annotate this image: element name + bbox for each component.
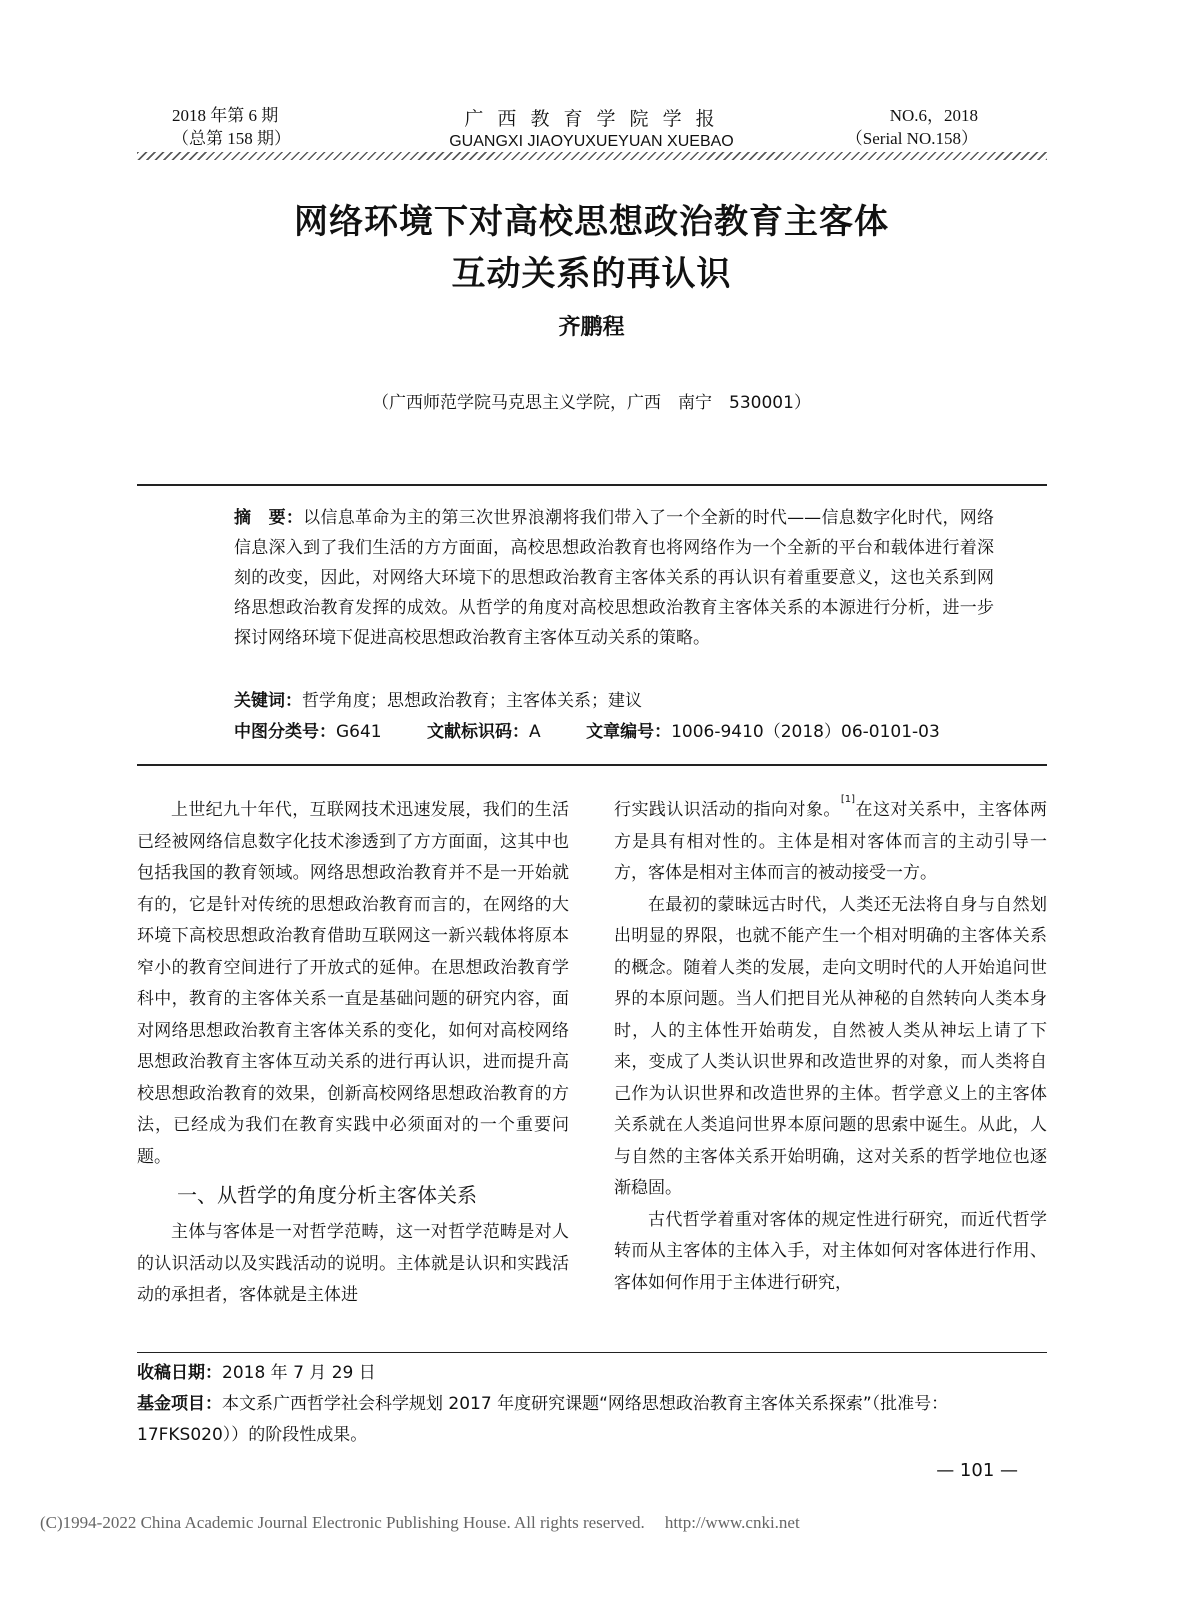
clc-label: 中图分类号： [234, 722, 336, 742]
issue-no: NO.6，2018 [889, 106, 978, 125]
body-paragraph: 上世纪九十年代，互联网技术迅速发展，我们的生活已经被网络信息数字化技术渗透到了方方面面，这其中也包括我国的教育领域。网络思想政治教育并不是一开始就有的，它是针对传统的思想政治教育而言的，在网络的大环境下高校思想政治教育借助互联网这一新兴载体将原本窄小的教育空间进行了开放式的延伸。在思想政治教育学科中，教育的主客体关系一直是基础问题的研究内容，面对网络思想政治教育主客体关系的变化，如何对高校网络思想政治教育主客体互动关系的进行再认识，进而提升高校思想政治教育的效果，创新高校网络思想政治教育的方法，已经成为我们在教育实践中必须面对的一个重要问题。 [137, 800, 569, 1167]
abstract-top-rule [137, 484, 1047, 486]
received-value: 2018 年 7 月 29 日 [222, 1363, 376, 1383]
clc-code: G641 [336, 722, 382, 742]
classification-line [234, 717, 940, 742]
title-line-2: 互动关系的再认识 [451, 254, 732, 294]
abstract [194, 503, 994, 653]
article-no-label: 文章编号： [586, 722, 672, 742]
total-issue-number: （总第 158 期） [172, 129, 291, 148]
received-date [137, 1358, 1047, 1389]
doc-code: A [529, 722, 541, 742]
body-left-column [137, 795, 569, 1312]
body-text: 行实践认识活动的指向对象。 [614, 800, 841, 820]
article-title [0, 196, 1183, 300]
issue-number: 2018 年第 6 期 [172, 106, 279, 125]
body-text: 在这对关系中，主客体两方是具有相对性的。主体是相对客体而言的主动引导一方，客体是相对主体而言的被动接受一方。 [614, 800, 1048, 883]
journal-issue-info [172, 104, 291, 150]
body-paragraph: 在最初的蒙昧远古时代，人类还无法将自身与自然划出明显的界限，也就不能产生一个相对明确的主客体关系的概念。随着人类的发展，走向文明时代的人开始追问世界的本原问题。当人们把目光从神秘的自然转向人类本身时，人的主体性开始萌发，自然被人类从神坛上请了下来，变成了人类认识世界和改造世界的对象，而人类将自己作为认识世界和改造世界的主体。哲学意义上的主客体关系就在人类追问世界本原问题的思索中诞生。从此，人与自然的主客体关系开始明确，这对关系的哲学地位也逐渐稳固。 [614, 894, 1047, 1198]
received-label: 收稿日期： [137, 1363, 222, 1383]
copyright-url[interactable]: http://www.cnki.net [664, 1513, 800, 1532]
header-divider [137, 152, 1047, 160]
body-paragraph: 主体与客体是一对哲学范畴，这一对哲学范畴是对人的认识活动以及实践活动的说明。主体就是认识和实践活动的承担者，客体就是主体进 [137, 1222, 569, 1305]
fund-value: 本文系广西哲学社会科学规划 2017 年度研究课题“网络思想政治教育主客体关系探索”（批准号：17FKS020））的阶段性成果。 [137, 1394, 949, 1445]
abstract-label: 摘 要： [234, 508, 304, 528]
citation-ref[interactable]: [1] [840, 794, 856, 805]
body-paragraph-continued [614, 795, 1047, 890]
copyright-notice [40, 1513, 820, 1533]
page-number: — 101 — [936, 1460, 1018, 1481]
serial-no: （Serial NO.158） [845, 129, 978, 148]
article-no: 1006-9410（2018）06-0101-03 [671, 722, 940, 742]
section-heading: 一、从哲学的角度分析主客体关系 [177, 1183, 477, 1207]
author-affiliation: （广西师范学院马克思主义学院，广西 南宁 530001） [372, 393, 811, 413]
keywords [234, 686, 642, 711]
abstract-bottom-rule [137, 764, 1047, 766]
fund-info [137, 1389, 1047, 1451]
journal-name-en: GUANGXI JIAOYUXUEYUAN XUEBAO [449, 133, 734, 150]
doc-code-label: 文献标识码： [427, 722, 530, 742]
journal-serial-info [846, 104, 978, 150]
copyright-text: (C)1994-2022 China Academic Journal Electronic Publishing House. All rights reserved. [40, 1513, 645, 1532]
journal-name [400, 104, 783, 151]
body-paragraph: 古代哲学着重对客体的规定性进行研究，而近代哲学转而从主客体的主体入手，对主体如何对客体进行作用、客体如何作用于主体进行研究， [614, 1209, 1047, 1293]
journal-name-cn: 广 西 教 育 学 院 学 报 [464, 108, 719, 130]
body-right-column [614, 795, 1047, 1299]
abstract-text: 以信息革命为主的第三次世界浪潮将我们带入了一个全新的时代——信息数字化时代，网络信息深入到了我们生活的方方面面，高校思想政治教育也将网络作为一个全新的平台和载体进行着深刻的改变，因此，对网络大环境下的思想政治教育主客体关系的再认识有着重要意义，这也关系到网络思想政治教育发挥的成效。从哲学的角度对高校思想政治教育主客体关系的本源进行分析，进一步探讨网络环境下促进高校思想政治教育主客体互动关系的策略。 [234, 508, 995, 648]
title-line-1: 网络环境下对高校思想政治教育主客体 [294, 202, 889, 242]
keywords-text: 哲学角度；思想政治教育；主客体关系；建议 [302, 691, 642, 711]
footnote-rule [137, 1352, 1047, 1353]
footnotes [137, 1358, 1047, 1451]
author-name: 齐鹏程 [558, 315, 625, 340]
keywords-label: 关键词： [234, 691, 302, 711]
fund-label: 基金项目： [137, 1394, 222, 1414]
